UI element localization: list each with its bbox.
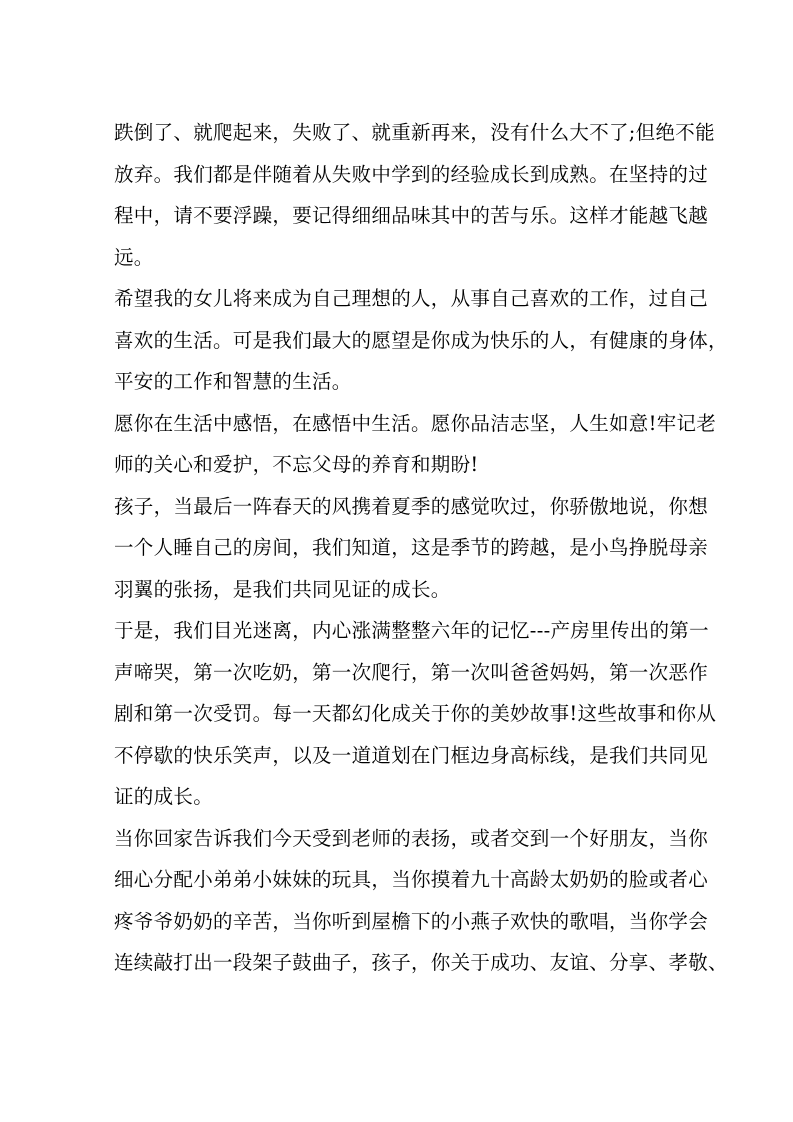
paragraph-2 xyxy=(114,278,728,403)
text-line: 声啼哭，第一次吃奶，第一次爬行，第一次叫爸爸妈妈，第一次恶作 xyxy=(114,660,709,684)
text-line: 一个人睡自己的房间，我们知道，这是季节的跨越，是小鸟挣脱母亲 xyxy=(114,536,709,559)
document-body xyxy=(114,112,728,984)
text-line: 远。 xyxy=(114,245,154,269)
text-line: 程中，请不要浮躁，要记得细细品味其中的苦与乐。这样才能越飞越 xyxy=(114,204,709,227)
text-line: 证的成长。 xyxy=(114,785,214,808)
paragraph-6 xyxy=(114,818,728,984)
text-line: 不停歇的快乐笑声，以及一道道划在门框边身高标线，是我们共同见 xyxy=(114,743,709,767)
text-line: 细心分配小弟弟小妹妹的玩具，当你摸着九十高龄太奶奶的脸或者心 xyxy=(114,868,709,891)
paragraph-4 xyxy=(114,486,709,611)
text-line: 孩子，当最后一阵春天的风携着夏季的感觉吹过，你骄傲地说，你想 xyxy=(114,494,709,518)
text-line: 希望我的女儿将来成为自己理想的人，从事自己喜欢的工作，过自己 xyxy=(114,287,709,310)
text-line: 当你回家告诉我们今天受到老师的表扬，或者交到一个好朋友，当你 xyxy=(114,826,709,850)
text-line: 师的关心和爱护，不忘父母的养育和期盼! xyxy=(114,453,479,476)
text-line: 平安的工作和智慧的生活。 xyxy=(114,370,352,393)
paragraph-3 xyxy=(114,403,717,486)
text-line: 羽翼的张扬，是我们共同见证的成长。 xyxy=(114,577,451,601)
text-line: 放弃。我们都是伴随着从失败中学到的经验成长到成熟。在坚持的过 xyxy=(114,162,709,186)
text-line: 疼爷爷奶奶的辛苦，当你听到屋檐下的小燕子欢快的歌唱，当你学会 xyxy=(114,909,709,933)
text-line: 于是，我们目光迷离，内心涨满整整六年的记忆---产房里传出的第一 xyxy=(114,619,709,642)
paragraph-1 xyxy=(114,112,715,278)
paragraph-5 xyxy=(114,610,717,818)
text-line: 连续敲打出一段架子鼓曲子，孩子，你关于成功、友谊、分享、孝敬、 xyxy=(114,951,728,974)
text-line: 跌倒了、就爬起来，失败了、就重新再来，没有什么大不了;但绝不能 xyxy=(114,121,715,144)
text-line: 愿你在生活中感悟，在感悟中生活。愿你品洁志坚，人生如意!牢记老 xyxy=(114,411,717,435)
text-line: 喜欢的生活。可是我们最大的愿望是你成为快乐的人，有健康的身体， xyxy=(114,328,728,352)
text-line: 剧和第一次受罚。每一天都幻化成关于你的美妙故事!这些故事和你从 xyxy=(114,702,717,725)
